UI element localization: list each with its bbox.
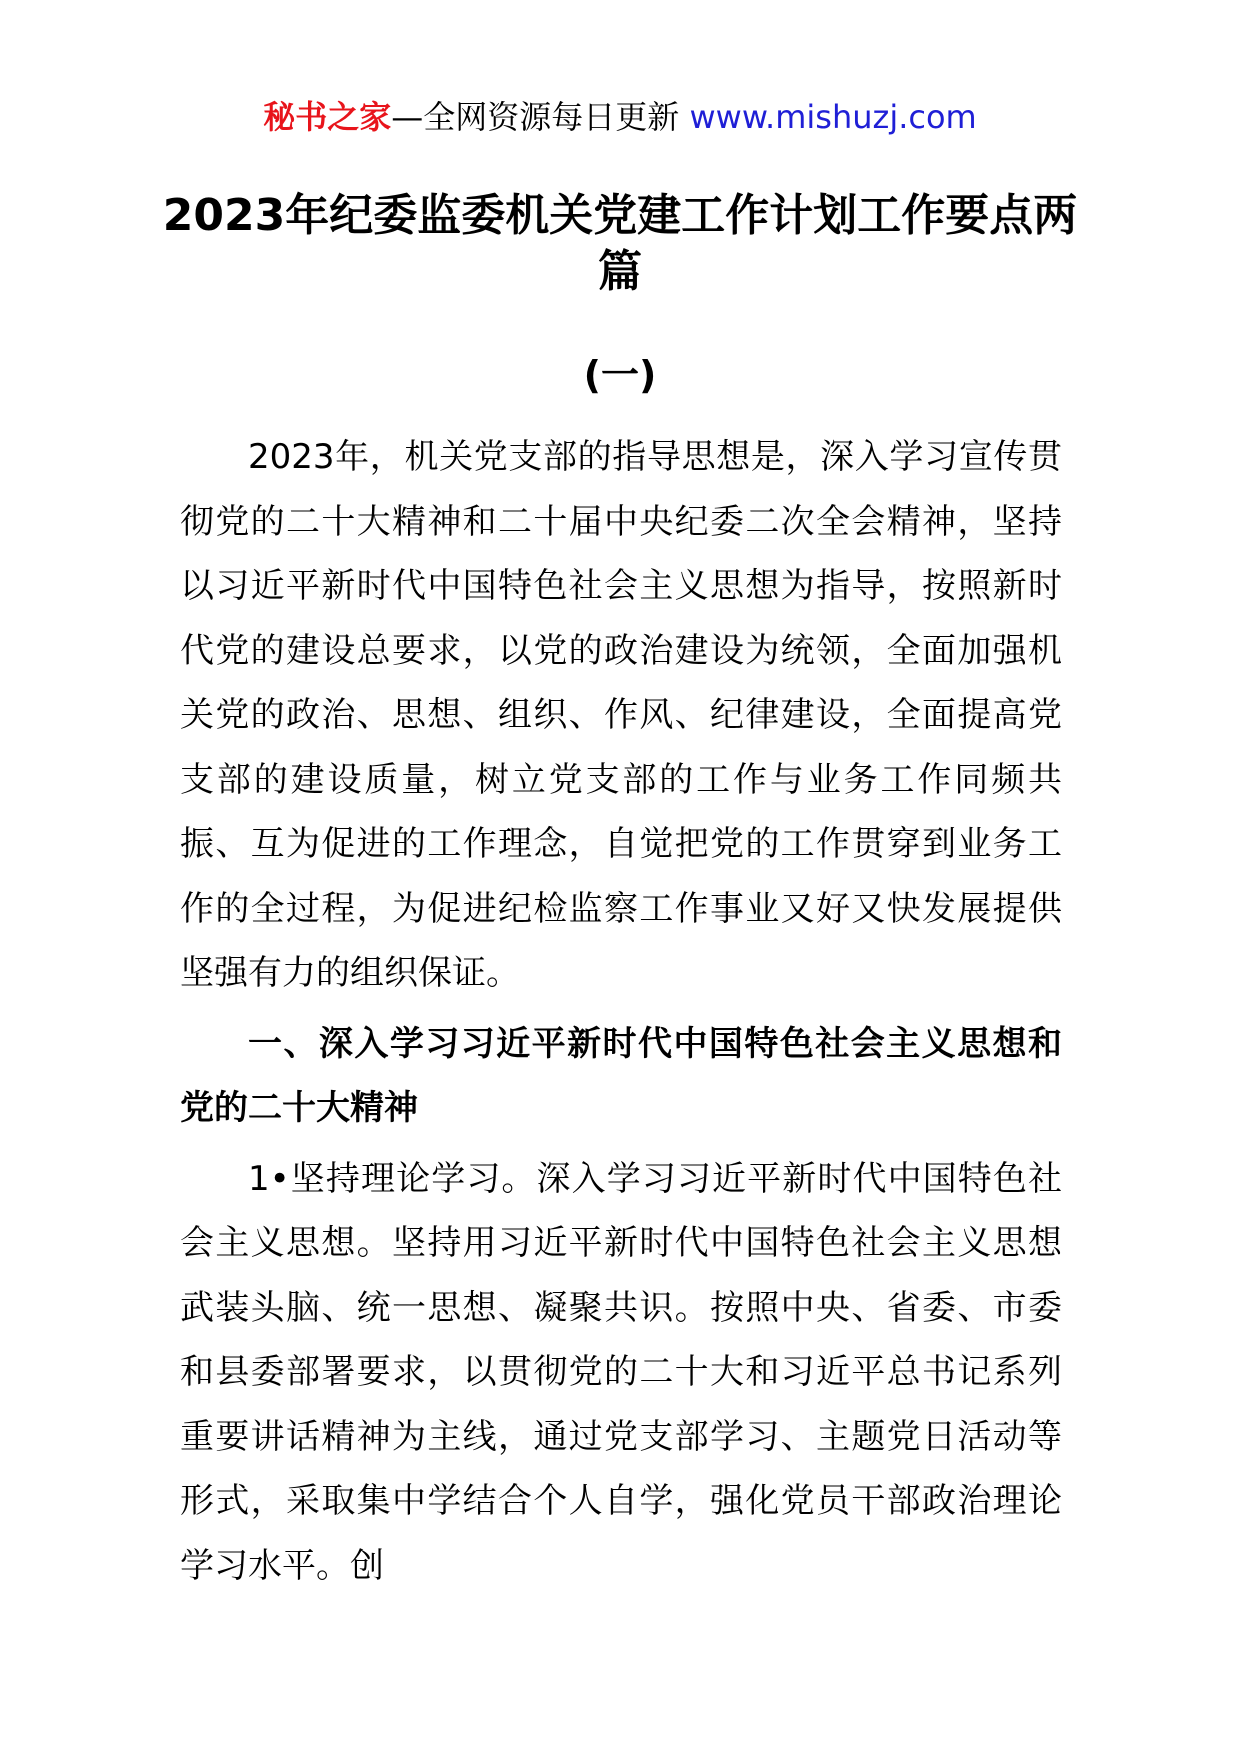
- document-body: [180, 425, 1062, 1604]
- site-header: [0, 98, 1240, 136]
- document-title: 2023年纪委监委机关党建工作计划工作要点两篇: [162, 190, 1078, 297]
- site-brand: 秘书之家: [263, 98, 392, 136]
- site-tagline: —全网资源每日更新: [391, 98, 690, 136]
- body-paragraph: 1•坚持理论学习。深入学习习近平新时代中国特色社会主义思想。坚持用习近平新时代中国特色社会主义思想武装头脑、统一思想、凝聚共识。按照中央、省委、市委和县委部署要求，以贯彻党的二十大和习近平总书记系列重要讲话精神为主线，通过党支部学习、主题党日活动等形式，采取集中学结合个人自学，强化党员干部政治理论学习水平。创: [180, 1158, 1062, 1586]
- section-heading: 一、深入学习习近平新时代中国特色社会主义思想和党的二十大精神: [180, 1023, 1062, 1128]
- site-url-link[interactable]: www.mishuzj.com: [689, 98, 977, 136]
- section-label: (一): [583, 353, 657, 397]
- intro-paragraph: 2023年，机关党支部的指导思想是，深入学习宣传贯彻党的二十大精神和二十届中央纪委二次全会精神，坚持以习近平新时代中国特色社会主义思想为指导，按照新时代党的建设总要求，以党的政治建设为统领，全面加强机关党的政治、思想、组织、作风、纪律建设，全面提高党支部的建设质量，树立党支部的工作与业务工作同频共振、互为促进的工作理念，自觉把党的工作贯穿到业务工作的全过程，为促进纪检监察工作事业又好又快发展提供坚强有力的组织保证。: [180, 437, 1062, 993]
